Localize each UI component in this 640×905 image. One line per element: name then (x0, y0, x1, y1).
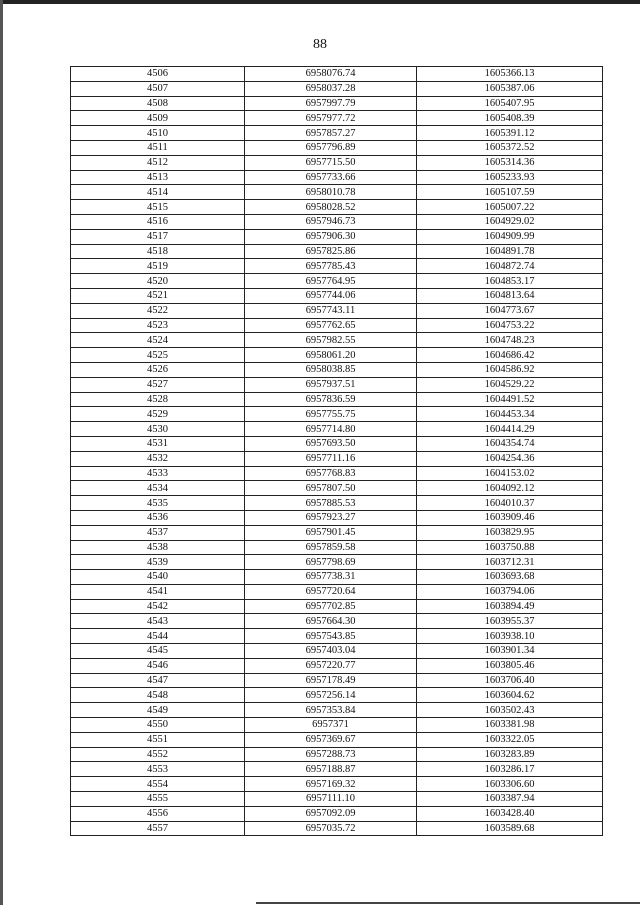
table-row (71, 644, 603, 659)
point-number-cell: 4556 (71, 806, 245, 821)
table-row (71, 185, 603, 200)
x-coordinate-cell: 6957543.85 (245, 629, 417, 644)
table-row (71, 67, 603, 82)
y-coordinate-cell: 1605314.36 (417, 155, 603, 170)
table-row (71, 718, 603, 733)
x-coordinate-cell: 6957738.31 (245, 570, 417, 585)
y-coordinate-cell: 1604853.17 (417, 274, 603, 289)
table-row (71, 525, 603, 540)
y-coordinate-cell: 1604354.74 (417, 436, 603, 451)
point-number-cell: 4534 (71, 481, 245, 496)
x-coordinate-cell: 6957997.79 (245, 96, 417, 111)
y-coordinate-cell: 1603938.10 (417, 629, 603, 644)
table-row (71, 274, 603, 289)
y-coordinate-cell: 1604929.02 (417, 214, 603, 229)
y-coordinate-cell: 1604686.42 (417, 348, 603, 363)
scan-top-edge (0, 0, 640, 4)
table-row (71, 540, 603, 555)
point-number-cell: 4550 (71, 718, 245, 733)
y-coordinate-cell: 1604748.23 (417, 333, 603, 348)
table-row (71, 688, 603, 703)
y-coordinate-cell: 1604529.22 (417, 377, 603, 392)
x-coordinate-cell: 6958010.78 (245, 185, 417, 200)
y-coordinate-cell: 1603604.62 (417, 688, 603, 703)
y-coordinate-cell: 1603589.68 (417, 821, 603, 836)
point-number-cell: 4547 (71, 673, 245, 688)
table-row (71, 570, 603, 585)
table-row (71, 673, 603, 688)
point-number-cell: 4535 (71, 496, 245, 511)
x-coordinate-cell: 6957937.51 (245, 377, 417, 392)
point-number-cell: 4555 (71, 792, 245, 807)
point-number-cell: 4557 (71, 821, 245, 836)
point-number-cell: 4512 (71, 155, 245, 170)
table-row (71, 777, 603, 792)
x-coordinate-cell: 6957762.65 (245, 318, 417, 333)
y-coordinate-cell: 1603286.17 (417, 762, 603, 777)
y-coordinate-cell: 1605387.06 (417, 81, 603, 96)
table-row (71, 466, 603, 481)
x-coordinate-cell: 6957035.72 (245, 821, 417, 836)
x-coordinate-cell: 6957715.50 (245, 155, 417, 170)
y-coordinate-cell: 1604909.99 (417, 229, 603, 244)
coordinates-table (70, 66, 603, 836)
page-number: 88 (313, 37, 327, 52)
y-coordinate-cell: 1604092.12 (417, 481, 603, 496)
x-coordinate-cell: 6957664.30 (245, 614, 417, 629)
table-row (71, 436, 603, 451)
x-coordinate-cell: 6957764.95 (245, 274, 417, 289)
table-row (71, 481, 603, 496)
x-coordinate-cell: 6958038.85 (245, 362, 417, 377)
x-coordinate-cell: 6957220.77 (245, 658, 417, 673)
point-number-cell: 4526 (71, 362, 245, 377)
x-coordinate-cell: 6957733.66 (245, 170, 417, 185)
point-number-cell: 4540 (71, 570, 245, 585)
point-number-cell: 4549 (71, 703, 245, 718)
point-number-cell: 4520 (71, 274, 245, 289)
table-row (71, 318, 603, 333)
table-row (71, 333, 603, 348)
y-coordinate-cell: 1605366.13 (417, 67, 603, 82)
x-coordinate-cell: 6957798.69 (245, 555, 417, 570)
table-row (71, 496, 603, 511)
x-coordinate-cell: 6957743.11 (245, 303, 417, 318)
point-number-cell: 4536 (71, 510, 245, 525)
x-coordinate-cell: 6957825.86 (245, 244, 417, 259)
table-row (71, 392, 603, 407)
y-coordinate-cell: 1604453.34 (417, 407, 603, 422)
x-coordinate-cell: 6957111.10 (245, 792, 417, 807)
point-number-cell: 4521 (71, 288, 245, 303)
x-coordinate-cell: 6957946.73 (245, 214, 417, 229)
table-row (71, 510, 603, 525)
point-number-cell: 4553 (71, 762, 245, 777)
point-number-cell: 4513 (71, 170, 245, 185)
table-row (71, 155, 603, 170)
point-number-cell: 4525 (71, 348, 245, 363)
x-coordinate-cell: 6957768.83 (245, 466, 417, 481)
x-coordinate-cell: 6957714.80 (245, 422, 417, 437)
point-number-cell: 4508 (71, 96, 245, 111)
table-row (71, 214, 603, 229)
x-coordinate-cell: 6957693.50 (245, 436, 417, 451)
x-coordinate-cell: 6957807.50 (245, 481, 417, 496)
table-row (71, 629, 603, 644)
x-coordinate-cell: 6958037.28 (245, 81, 417, 96)
y-coordinate-cell: 1603712.31 (417, 555, 603, 570)
table-row (71, 111, 603, 126)
x-coordinate-cell: 6957977.72 (245, 111, 417, 126)
point-number-cell: 4528 (71, 392, 245, 407)
point-number-cell: 4546 (71, 658, 245, 673)
table-row (71, 348, 603, 363)
point-number-cell: 4531 (71, 436, 245, 451)
point-number-cell: 4510 (71, 126, 245, 141)
point-number-cell: 4527 (71, 377, 245, 392)
point-number-cell: 4517 (71, 229, 245, 244)
point-number-cell: 4548 (71, 688, 245, 703)
point-number-cell: 4541 (71, 584, 245, 599)
y-coordinate-cell: 1603894.49 (417, 599, 603, 614)
point-number-cell: 4514 (71, 185, 245, 200)
point-number-cell: 4529 (71, 407, 245, 422)
point-number-cell: 4509 (71, 111, 245, 126)
table-row (71, 81, 603, 96)
point-number-cell: 4539 (71, 555, 245, 570)
x-coordinate-cell: 6957857.27 (245, 126, 417, 141)
point-number-cell: 4515 (71, 200, 245, 215)
y-coordinate-cell: 1603381.98 (417, 718, 603, 733)
y-coordinate-cell: 1603805.46 (417, 658, 603, 673)
y-coordinate-cell: 1603428.40 (417, 806, 603, 821)
point-number-cell: 4522 (71, 303, 245, 318)
table-row (71, 658, 603, 673)
y-coordinate-cell: 1605233.93 (417, 170, 603, 185)
table-row (71, 747, 603, 762)
table-row (71, 821, 603, 836)
table-row (71, 806, 603, 821)
table-row (71, 792, 603, 807)
x-coordinate-cell: 6957188.87 (245, 762, 417, 777)
x-coordinate-cell: 6957982.55 (245, 333, 417, 348)
x-coordinate-cell: 6957403.04 (245, 644, 417, 659)
x-coordinate-cell: 6957859.58 (245, 540, 417, 555)
table-row (71, 259, 603, 274)
y-coordinate-cell: 1604586.92 (417, 362, 603, 377)
table-row (71, 96, 603, 111)
x-coordinate-cell: 6957796.89 (245, 140, 417, 155)
point-number-cell: 4506 (71, 67, 245, 82)
table-row (71, 451, 603, 466)
x-coordinate-cell: 6957092.09 (245, 806, 417, 821)
table-row (71, 170, 603, 185)
scan-left-edge (0, 0, 3, 905)
point-number-cell: 4552 (71, 747, 245, 762)
point-number-cell: 4542 (71, 599, 245, 614)
y-coordinate-cell: 1604153.02 (417, 466, 603, 481)
y-coordinate-cell: 1605407.95 (417, 96, 603, 111)
y-coordinate-cell: 1605107.59 (417, 185, 603, 200)
point-number-cell: 4507 (71, 81, 245, 96)
y-coordinate-cell: 1603829.95 (417, 525, 603, 540)
y-coordinate-cell: 1603794.06 (417, 584, 603, 599)
x-coordinate-cell: 6957371 (245, 718, 417, 733)
y-coordinate-cell: 1604773.67 (417, 303, 603, 318)
x-coordinate-cell: 6958028.52 (245, 200, 417, 215)
table-row (71, 732, 603, 747)
x-coordinate-cell: 6957288.73 (245, 747, 417, 762)
y-coordinate-cell: 1603750.88 (417, 540, 603, 555)
y-coordinate-cell: 1603306.60 (417, 777, 603, 792)
x-coordinate-cell: 6957353.84 (245, 703, 417, 718)
point-number-cell: 4524 (71, 333, 245, 348)
table-row (71, 288, 603, 303)
table-row (71, 140, 603, 155)
x-coordinate-cell: 6957885.53 (245, 496, 417, 511)
table-row (71, 584, 603, 599)
coordinates-table-body (71, 67, 603, 836)
y-coordinate-cell: 1603502.43 (417, 703, 603, 718)
x-coordinate-cell: 6957744.06 (245, 288, 417, 303)
table-row (71, 599, 603, 614)
point-number-cell: 4511 (71, 140, 245, 155)
table-row (71, 229, 603, 244)
y-coordinate-cell: 1604891.78 (417, 244, 603, 259)
point-number-cell: 4530 (71, 422, 245, 437)
x-coordinate-cell: 6957923.27 (245, 510, 417, 525)
x-coordinate-cell: 6957169.32 (245, 777, 417, 792)
point-number-cell: 4519 (71, 259, 245, 274)
y-coordinate-cell: 1604254.36 (417, 451, 603, 466)
point-number-cell: 4537 (71, 525, 245, 540)
x-coordinate-cell: 6957702.85 (245, 599, 417, 614)
table-row (71, 377, 603, 392)
scan-bottom-edge (256, 902, 640, 904)
y-coordinate-cell: 1605007.22 (417, 200, 603, 215)
table-row (71, 762, 603, 777)
table-row (71, 703, 603, 718)
point-number-cell: 4545 (71, 644, 245, 659)
y-coordinate-cell: 1603955.37 (417, 614, 603, 629)
point-number-cell: 4523 (71, 318, 245, 333)
y-coordinate-cell: 1603901.34 (417, 644, 603, 659)
table-row (71, 407, 603, 422)
table-row (71, 555, 603, 570)
x-coordinate-cell: 6957369.67 (245, 732, 417, 747)
point-number-cell: 4538 (71, 540, 245, 555)
table-row (71, 303, 603, 318)
point-number-cell: 4543 (71, 614, 245, 629)
table-row (71, 244, 603, 259)
y-coordinate-cell: 1603706.40 (417, 673, 603, 688)
x-coordinate-cell: 6957785.43 (245, 259, 417, 274)
y-coordinate-cell: 1604010.37 (417, 496, 603, 511)
point-number-cell: 4532 (71, 451, 245, 466)
y-coordinate-cell: 1604813.64 (417, 288, 603, 303)
point-number-cell: 4554 (71, 777, 245, 792)
x-coordinate-cell: 6957906.30 (245, 229, 417, 244)
x-coordinate-cell: 6957901.45 (245, 525, 417, 540)
point-number-cell: 4518 (71, 244, 245, 259)
y-coordinate-cell: 1605408.39 (417, 111, 603, 126)
point-number-cell: 4551 (71, 732, 245, 747)
x-coordinate-cell: 6957178.49 (245, 673, 417, 688)
x-coordinate-cell: 6957256.14 (245, 688, 417, 703)
y-coordinate-cell: 1605391.12 (417, 126, 603, 141)
point-number-cell: 4533 (71, 466, 245, 481)
x-coordinate-cell: 6957836.59 (245, 392, 417, 407)
y-coordinate-cell: 1603322.05 (417, 732, 603, 747)
y-coordinate-cell: 1603387.94 (417, 792, 603, 807)
point-number-cell: 4516 (71, 214, 245, 229)
y-coordinate-cell: 1603693.68 (417, 570, 603, 585)
y-coordinate-cell: 1604491.52 (417, 392, 603, 407)
y-coordinate-cell: 1604753.22 (417, 318, 603, 333)
point-number-cell: 4544 (71, 629, 245, 644)
table-row (71, 126, 603, 141)
table-row (71, 200, 603, 215)
y-coordinate-cell: 1604414.29 (417, 422, 603, 437)
y-coordinate-cell: 1604872.74 (417, 259, 603, 274)
x-coordinate-cell: 6958061.20 (245, 348, 417, 363)
x-coordinate-cell: 6958076.74 (245, 67, 417, 82)
table-row (71, 362, 603, 377)
x-coordinate-cell: 6957720.64 (245, 584, 417, 599)
x-coordinate-cell: 6957755.75 (245, 407, 417, 422)
table-row (71, 614, 603, 629)
x-coordinate-cell: 6957711.16 (245, 451, 417, 466)
y-coordinate-cell: 1605372.52 (417, 140, 603, 155)
y-coordinate-cell: 1603283.89 (417, 747, 603, 762)
table-row (71, 422, 603, 437)
y-coordinate-cell: 1603909.46 (417, 510, 603, 525)
